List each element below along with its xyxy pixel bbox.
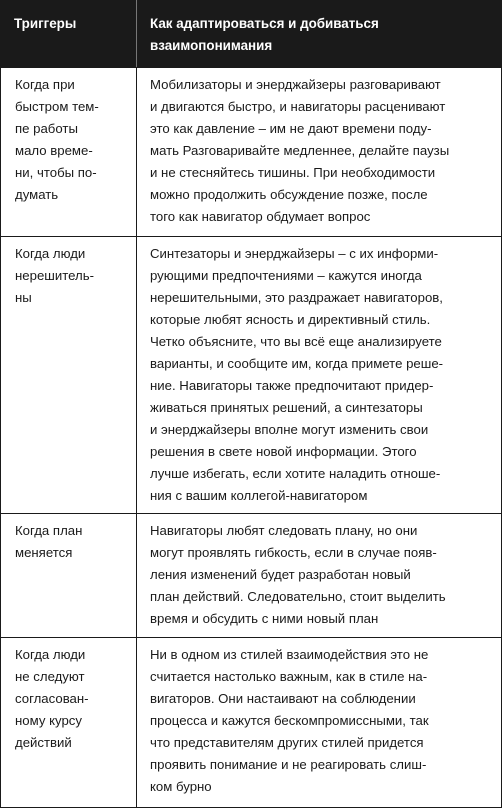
table-header-row bbox=[1, 1, 502, 68]
advice-cell: Навигаторы любят следовать плану, но они могут проявлять гибкость, если в случае появ- ления изменений будет разработан новый план действий. Следовательно, стоит выделить время и обсудить с ними новый план bbox=[137, 514, 502, 638]
table-row bbox=[1, 638, 502, 808]
table-row bbox=[1, 237, 502, 514]
advice-cell: Мобилизаторы и энерджайзеры разговаривают и двигаются быстро, и навигаторы расценивают это как давление – им не дают времени поду- мать Разговаривайте медленнее, делайте паузы и не стесняйтесь тишины. При необходимости можно продолжить обсуждение позже, после того как навигатор обдумает вопрос bbox=[137, 68, 502, 237]
trigger-cell: Когда люди не следуют согласован- ному курсу действий bbox=[1, 638, 137, 808]
trigger-cell: Когда люди нерешитель- ны bbox=[1, 237, 137, 514]
header-triggers: Триггеры bbox=[1, 1, 137, 68]
advice-cell: Ни в одном из стилей взаимодействия это не считается настолько важным, как в стиле на- вигаторов. Они настаивают на соблюдении процесса и кажутся бескомпромиссными, так что представителям других стилей придется проявить понимание и не реагировать слиш- ком бурно bbox=[137, 638, 502, 808]
advice-cell: Синтезаторы и энерджайзеры – с их информи- рующими предпочтениями – кажутся иногда нерешительными, это раздражает навигаторов, которые любят ясность и директивный стиль. Четко объясните, что вы всё еще анализируете варианты, и сообщите им, когда примете реше- ние. Навигаторы также предпочитают придер- живаться принятых решений, а синтезаторы и энерджайзеры вполне могут изменить свои решения в свете новой информации. Этого лучше избегать, если хотите наладить отноше- ния с вашим коллегой-навигатором bbox=[137, 237, 502, 514]
table-row bbox=[1, 68, 502, 237]
header-how-to-adapt: Как адаптироваться и добиваться взаимопонимания bbox=[137, 1, 502, 68]
trigger-cell: Когда при быстром тем- пе работы мало време- ни, чтобы по- думать bbox=[1, 68, 137, 237]
trigger-cell: Когда план меняется bbox=[1, 514, 137, 638]
table-row bbox=[1, 514, 502, 638]
